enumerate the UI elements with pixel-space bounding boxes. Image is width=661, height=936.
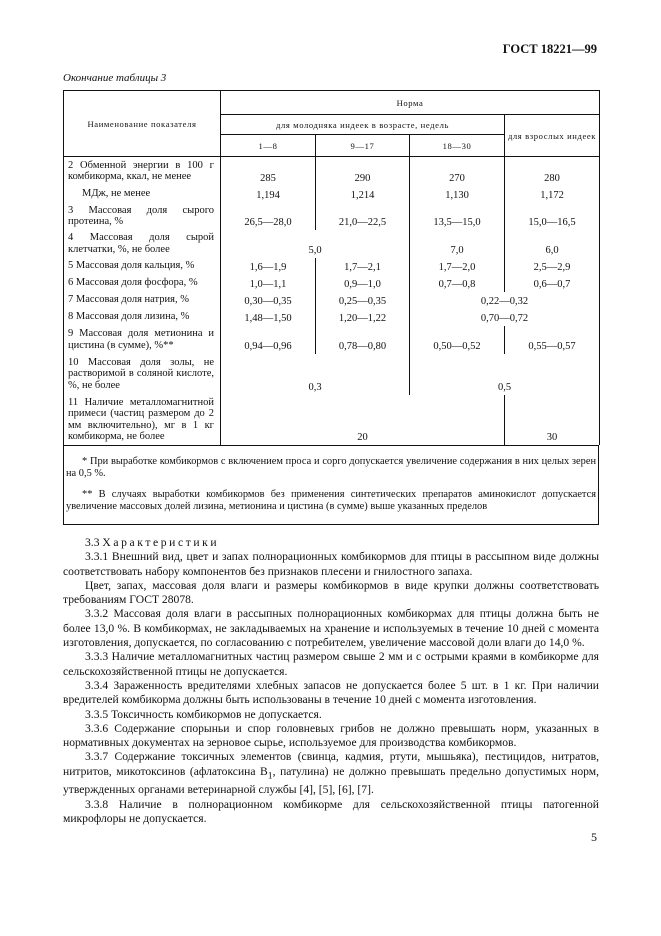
footnote-1: * При выработке комбикормов с включением проса и сорго допускается увеличение содержания в них целых зерен на 0,5 %. — [66, 455, 596, 479]
cell: 1,130 — [410, 186, 505, 203]
col-header-age-1: 1—8 — [221, 135, 316, 157]
table-caption: Окончание таблицы 3 — [63, 72, 167, 84]
paragraph-3-3-4: 3.3.4 Зараженность вредителями хлебных запасов не допускается более 5 шт. в 1 кг. При наличии вредителей комбикорма должны быть использованы в течение 10 дней с момента изготовления. — [63, 678, 599, 707]
cell: 0,30—0,35 — [221, 292, 316, 309]
row-name: 3 Массовая доля сырого протеина, % — [64, 203, 221, 230]
row-name: 6 Массовая доля фосфора, % — [64, 275, 221, 292]
col-header-age-2: 9—17 — [316, 135, 410, 157]
cell: 270 — [410, 157, 505, 186]
cell: 0,78—0,80 — [316, 326, 410, 354]
cell: 1,214 — [316, 186, 410, 203]
table-row — [64, 309, 600, 326]
cell: 1,20—1,22 — [316, 309, 410, 326]
paragraph-3-3-7: 3.3.7 Содержание токсичных элементов (свинца, кадмия, ртути, мышьяка), пестицидов, нитратов, нитритов, микотоксинов (афлатоксина $B_1$, патулина) не должно превышать предельно допустимых норм, утвержденных органами ветеринарной службы [4], [5], [6], [7]. — [63, 750, 599, 797]
table-row — [64, 354, 600, 395]
row-name: 10 Массовая доля золы, не растворимой в соляной кислоте, %, не более — [64, 354, 221, 395]
cell: 0,70—0,72 — [410, 309, 600, 326]
table-row — [64, 275, 600, 292]
row-name: 2 Обменной энергии в 100 г комбикорма, ккал, не менее — [64, 157, 221, 186]
cell: 1,7—2,1 — [316, 258, 410, 275]
cell: 5,0 — [221, 230, 410, 258]
table-row — [64, 326, 600, 354]
col-header-name: Наименование показателя — [64, 91, 221, 157]
row-name: 4 Массовая доля сырой клетчатки, %, не более — [64, 230, 221, 258]
cell: 1,172 — [505, 186, 600, 203]
cell: 1,48—1,50 — [221, 309, 316, 326]
cell: 0,3 — [221, 354, 410, 395]
cell: 0,5 — [410, 354, 600, 395]
paragraph-3-3-8: 3.3.8 Наличие в полнорационном комбикорме для сельскохозяйственной птицы патогенной микрофлоры не допускается. — [63, 797, 599, 825]
cell: 30 — [505, 395, 600, 445]
cell: 26,5—28,0 — [221, 203, 316, 230]
row-name: 7 Массовая доля натрия, % — [64, 292, 221, 309]
row-name: 9 Массовая доля метионина и цистина (в сумме), %** — [64, 326, 221, 354]
cell: 15,0—16,5 — [505, 203, 600, 230]
table-row — [64, 258, 600, 275]
cell: 0,7—0,8 — [410, 275, 505, 292]
paragraph-3-3-1: 3.3.1 Внешний вид, цвет и запах полнорационных комбикормов для птицы в рассыпном виде должны соответствовать набору компонентов без признаков плесени и гнилостного запаха. — [63, 550, 599, 578]
cell: 6,0 — [505, 230, 600, 258]
page-number: 5 — [591, 830, 597, 844]
row-name: 5 Массовая доля кальция, % — [64, 258, 221, 275]
paragraph-3-3-6: 3.3.6 Содержание спорыньи и спор головневых грибов не должно превышать норм, указанных в нормативных документах на зерновое сырье, используемое для производства комбикормов. — [63, 721, 599, 750]
cell: 0,94—0,96 — [221, 326, 316, 354]
row-name: 11 Наличие металломагнитной примеси (частиц размером до 2 мм включительно), мг в 1 кг комбикорма, не более — [64, 395, 221, 445]
cell: 290 — [316, 157, 410, 186]
cell: 280 — [505, 157, 600, 186]
row-name: МДж, не менее — [64, 186, 221, 203]
table-row — [64, 203, 600, 230]
cell: 20 — [221, 395, 505, 445]
table-row — [64, 292, 600, 309]
paragraph-3-3-5: 3.3.5 Токсичность комбикормов не допускается. — [85, 707, 322, 721]
cell: 0,9—1,0 — [316, 275, 410, 292]
row-name: 8 Массовая доля лизина, % — [64, 309, 221, 326]
cell: 1,0—1,1 — [221, 275, 316, 292]
table-footnotes — [63, 445, 599, 525]
table-row — [64, 395, 600, 445]
col-header-norma: Норма — [221, 91, 600, 115]
table-row — [64, 230, 600, 258]
cell: 0,55—0,57 — [505, 326, 600, 354]
cell: 21,0—22,5 — [316, 203, 410, 230]
cell: 1,7—2,0 — [410, 258, 505, 275]
table-3 — [63, 90, 599, 525]
table-row — [64, 157, 600, 186]
cell: 2,5—2,9 — [505, 258, 600, 275]
col-header-young: для молодняка индеек в возрасте, недель — [221, 115, 505, 135]
cell: 0,22—0,32 — [410, 292, 600, 309]
paragraph-3-3-1-b: Цвет, запах, массовая доля влаги и размеры комбикормов в виде крупки должны соответствовать требованиям ГОСТ 28078. — [63, 578, 599, 607]
cell: 1,6—1,9 — [221, 258, 316, 275]
footnote-2: ** В случаях выработки комбикормов без применения синтетических препаратов аминокислот допускается увеличение массовых долей лизина, метионина и цистина (в сумме) выше указанных пределов — [66, 488, 596, 512]
standard-header: ГОСТ 18221—99 — [502, 42, 597, 56]
cell: 0,50—0,52 — [410, 326, 505, 354]
cell: 0,25—0,35 — [316, 292, 410, 309]
cell: 0,6—0,7 — [505, 275, 600, 292]
section-heading: 3.3 Характеристики — [85, 536, 220, 549]
paragraph-3-3-3: 3.3.3 Наличие металломагнитных частиц размером свыше 2 мм и с острыми краями в комбикорме для сельскохозяйственной птицы не допускается. — [63, 650, 599, 678]
col-header-adult: для взрослых индеек — [505, 115, 600, 157]
cell: 285 — [221, 157, 316, 186]
section-3-3 — [63, 536, 599, 826]
cell: 7,0 — [410, 230, 505, 258]
table-row — [64, 186, 600, 203]
cell: 1,194 — [221, 186, 316, 203]
col-header-age-3: 18—30 — [410, 135, 505, 157]
paragraph-3-3-2: 3.3.2 Массовая доля влаги в рассыпных полнорационных комбикормах для птицы должна быть не более 13,0 %. В комбикормах, не закладываемых на хранение и используемых в течение 10 дней с момента изготовления, допускается, по согласованию с потребителем, увеличение массовой доли влаги до 14,0 %. — [63, 607, 599, 650]
cell: 13,5—15,0 — [410, 203, 505, 230]
